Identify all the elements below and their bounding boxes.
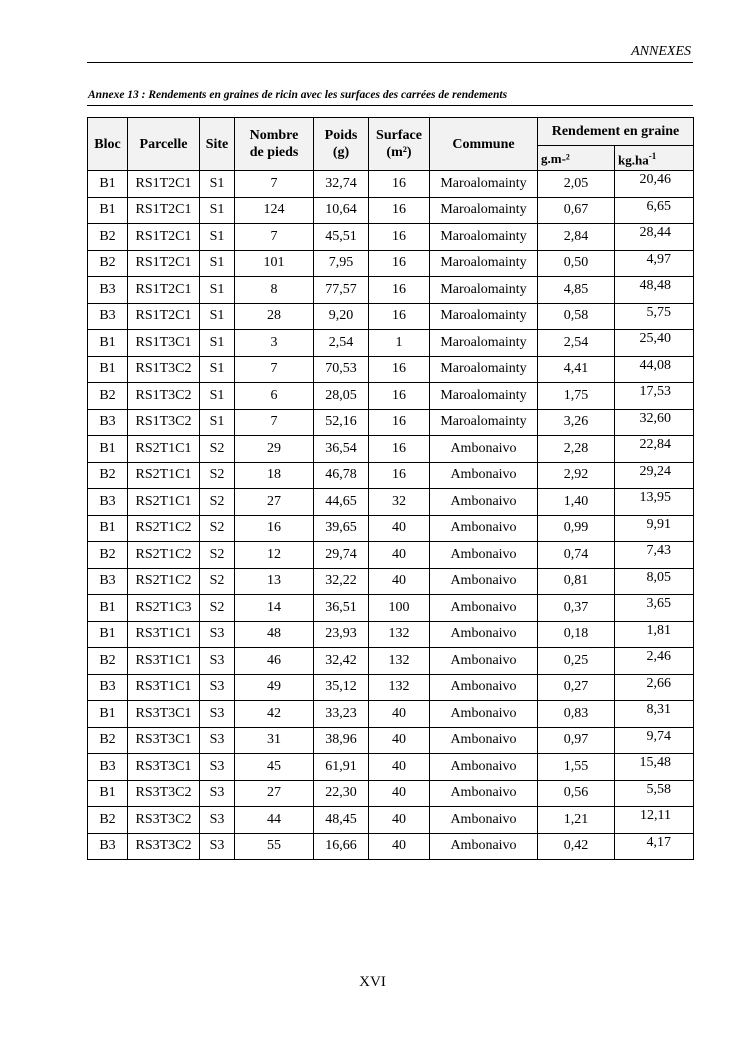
col-header-rendement: Rendement en graine [538, 118, 694, 146]
table-row [88, 568, 694, 595]
cell-bloc: B1 [88, 515, 128, 542]
cell-surface: 100 [369, 595, 430, 622]
cell-poids: 32,74 [314, 171, 369, 198]
table-row [88, 224, 694, 251]
cell-bloc: B2 [88, 648, 128, 675]
cell-bloc: B1 [88, 330, 128, 357]
cell-commune: Ambonaivo [430, 701, 538, 728]
cell-poids: 28,05 [314, 383, 369, 410]
cell-surface: 40 [369, 833, 430, 860]
cell-site: S1 [200, 197, 235, 224]
cell-bloc: B3 [88, 277, 128, 304]
table-row [88, 515, 694, 542]
yield-table [87, 117, 694, 860]
cell-nombre: 7 [235, 409, 314, 436]
cell-poids: 44,65 [314, 489, 369, 516]
cell-bloc: B1 [88, 621, 128, 648]
cell-site: S2 [200, 542, 235, 569]
cell-commune: Maroalomainty [430, 250, 538, 277]
cell-parcelle: RS1T3C2 [128, 383, 200, 410]
col-header-parcelle: Parcelle [128, 118, 200, 171]
cell-poids: 2,54 [314, 330, 369, 357]
cell-gm2: 2,84 [538, 224, 615, 251]
col-header-nombre-line1: Nombre [249, 128, 299, 143]
table-row [88, 330, 694, 357]
header-rule [87, 62, 693, 63]
cell-gm2: 0,67 [538, 197, 615, 224]
cell-parcelle: RS3T3C2 [128, 807, 200, 834]
cell-bloc: B1 [88, 356, 128, 383]
cell-commune: Maroalomainty [430, 330, 538, 357]
cell-site: S3 [200, 833, 235, 860]
cell-nombre: 27 [235, 780, 314, 807]
col-header-nombre [235, 118, 314, 171]
cell-kgha: 9,91 [615, 515, 694, 542]
cell-bloc: B1 [88, 780, 128, 807]
cell-site: S3 [200, 701, 235, 728]
cell-bloc: B1 [88, 701, 128, 728]
cell-site: S3 [200, 621, 235, 648]
cell-surface: 16 [369, 171, 430, 198]
cell-gm2: 2,05 [538, 171, 615, 198]
cell-parcelle: RS3T3C1 [128, 701, 200, 728]
col-header-gm2: g.m-² [538, 146, 615, 171]
cell-surface: 1 [369, 330, 430, 357]
table-row [88, 727, 694, 754]
cell-nombre: 14 [235, 595, 314, 622]
cell-parcelle: RS2T1C1 [128, 489, 200, 516]
col-header-kgha-unit: kg.ha [618, 152, 649, 168]
cell-nombre: 44 [235, 807, 314, 834]
col-header-surface-line1: Surface [376, 128, 422, 143]
cell-gm2: 1,40 [538, 489, 615, 516]
cell-kgha: 2,66 [615, 674, 694, 701]
cell-poids: 23,93 [314, 621, 369, 648]
table-row [88, 383, 694, 410]
cell-poids: 7,95 [314, 250, 369, 277]
cell-kgha: 29,24 [615, 462, 694, 489]
cell-commune: Ambonaivo [430, 621, 538, 648]
cell-surface: 16 [369, 356, 430, 383]
cell-kgha: 20,46 [615, 171, 694, 198]
cell-surface: 16 [369, 303, 430, 330]
cell-site: S2 [200, 436, 235, 463]
cell-kgha: 2,46 [615, 648, 694, 675]
cell-site: S2 [200, 462, 235, 489]
cell-gm2: 0,42 [538, 833, 615, 860]
table-row [88, 303, 694, 330]
table-row [88, 595, 694, 622]
cell-gm2: 0,37 [538, 595, 615, 622]
col-header-bloc: Bloc [88, 118, 128, 171]
cell-kgha: 25,40 [615, 330, 694, 357]
cell-kgha: 22,84 [615, 436, 694, 463]
cell-nombre: 7 [235, 171, 314, 198]
cell-commune: Maroalomainty [430, 197, 538, 224]
cell-site: S3 [200, 727, 235, 754]
cell-nombre: 101 [235, 250, 314, 277]
cell-parcelle: RS1T2C1 [128, 250, 200, 277]
table-row [88, 489, 694, 516]
cell-site: S3 [200, 754, 235, 781]
cell-parcelle: RS2T1C2 [128, 542, 200, 569]
cell-site: S2 [200, 568, 235, 595]
cell-gm2: 0,50 [538, 250, 615, 277]
cell-surface: 40 [369, 780, 430, 807]
cell-nombre: 18 [235, 462, 314, 489]
cell-gm2: 0,58 [538, 303, 615, 330]
table-row [88, 780, 694, 807]
cell-parcelle: RS1T2C1 [128, 171, 200, 198]
cell-parcelle: RS3T3C1 [128, 727, 200, 754]
cell-surface: 32 [369, 489, 430, 516]
table-row [88, 542, 694, 569]
cell-kgha: 7,43 [615, 542, 694, 569]
cell-site: S3 [200, 648, 235, 675]
cell-gm2: 1,75 [538, 383, 615, 410]
cell-nombre: 29 [235, 436, 314, 463]
cell-commune: Ambonaivo [430, 462, 538, 489]
cell-site: S1 [200, 409, 235, 436]
cell-parcelle: RS3T1C1 [128, 648, 200, 675]
cell-gm2: 1,21 [538, 807, 615, 834]
caption-rule [87, 105, 693, 106]
table-caption: Annexe 13 : Rendements en graines de ricin avec les surfaces des carrées de rendements [88, 89, 508, 101]
cell-kgha: 5,75 [615, 303, 694, 330]
cell-gm2: 0,74 [538, 542, 615, 569]
cell-bloc: B3 [88, 833, 128, 860]
cell-kgha: 8,05 [615, 568, 694, 595]
cell-parcelle: RS2T1C3 [128, 595, 200, 622]
cell-kgha: 48,48 [615, 277, 694, 304]
cell-site: S1 [200, 383, 235, 410]
cell-surface: 16 [369, 409, 430, 436]
cell-parcelle: RS1T3C2 [128, 356, 200, 383]
cell-bloc: B1 [88, 595, 128, 622]
cell-poids: 35,12 [314, 674, 369, 701]
col-header-nombre-line2: de pieds [249, 145, 299, 160]
cell-commune: Ambonaivo [430, 489, 538, 516]
cell-kgha: 12,11 [615, 807, 694, 834]
cell-poids: 52,16 [314, 409, 369, 436]
table-row [88, 462, 694, 489]
table-row [88, 250, 694, 277]
cell-surface: 40 [369, 568, 430, 595]
cell-nombre: 46 [235, 648, 314, 675]
cell-nombre: 55 [235, 833, 314, 860]
cell-commune: Ambonaivo [430, 595, 538, 622]
col-header-site: Site [200, 118, 235, 171]
cell-gm2: 0,81 [538, 568, 615, 595]
cell-nombre: 16 [235, 515, 314, 542]
cell-commune: Maroalomainty [430, 383, 538, 410]
cell-poids: 9,20 [314, 303, 369, 330]
cell-poids: 77,57 [314, 277, 369, 304]
cell-parcelle: RS2T1C2 [128, 568, 200, 595]
cell-site: S1 [200, 224, 235, 251]
cell-gm2: 3,26 [538, 409, 615, 436]
cell-kgha: 17,53 [615, 383, 694, 410]
cell-commune: Ambonaivo [430, 542, 538, 569]
cell-bloc: B3 [88, 674, 128, 701]
cell-surface: 16 [369, 250, 430, 277]
cell-kgha: 44,08 [615, 356, 694, 383]
cell-nombre: 6 [235, 383, 314, 410]
cell-parcelle: RS1T2C1 [128, 224, 200, 251]
cell-commune: Ambonaivo [430, 807, 538, 834]
cell-surface: 16 [369, 436, 430, 463]
col-header-poids [314, 118, 369, 171]
table-row [88, 409, 694, 436]
cell-parcelle: RS1T2C1 [128, 277, 200, 304]
cell-parcelle: RS1T3C1 [128, 330, 200, 357]
cell-kgha: 4,17 [615, 833, 694, 860]
table-row [88, 171, 694, 198]
cell-commune: Ambonaivo [430, 436, 538, 463]
cell-commune: Ambonaivo [430, 568, 538, 595]
cell-kgha: 6,65 [615, 197, 694, 224]
table-row [88, 621, 694, 648]
cell-bloc: B2 [88, 727, 128, 754]
cell-nombre: 27 [235, 489, 314, 516]
cell-parcelle: RS3T3C1 [128, 754, 200, 781]
cell-parcelle: RS2T1C1 [128, 436, 200, 463]
table-row [88, 356, 694, 383]
cell-bloc: B2 [88, 383, 128, 410]
page-header-title: ANNEXES [631, 44, 691, 59]
cell-poids: 45,51 [314, 224, 369, 251]
cell-poids: 70,53 [314, 356, 369, 383]
cell-commune: Maroalomainty [430, 409, 538, 436]
cell-bloc: B3 [88, 568, 128, 595]
cell-surface: 40 [369, 754, 430, 781]
cell-site: S1 [200, 330, 235, 357]
cell-commune: Maroalomainty [430, 224, 538, 251]
col-header-kgha-exponent: -1 [648, 150, 657, 161]
cell-commune: Ambonaivo [430, 674, 538, 701]
cell-nombre: 12 [235, 542, 314, 569]
table-row [88, 674, 694, 701]
cell-nombre: 42 [235, 701, 314, 728]
cell-parcelle: RS1T2C1 [128, 303, 200, 330]
table-row [88, 648, 694, 675]
cell-poids: 10,64 [314, 197, 369, 224]
cell-nombre: 124 [235, 197, 314, 224]
cell-poids: 36,51 [314, 595, 369, 622]
table-row [88, 807, 694, 834]
cell-kgha: 5,58 [615, 780, 694, 807]
cell-parcelle: RS1T2C1 [128, 197, 200, 224]
cell-surface: 40 [369, 701, 430, 728]
table-row [88, 277, 694, 304]
cell-surface: 16 [369, 383, 430, 410]
cell-gm2: 2,54 [538, 330, 615, 357]
cell-nombre: 49 [235, 674, 314, 701]
cell-gm2: 0,99 [538, 515, 615, 542]
table-row [88, 754, 694, 781]
cell-kgha: 28,44 [615, 224, 694, 251]
cell-poids: 22,30 [314, 780, 369, 807]
cell-site: S1 [200, 171, 235, 198]
cell-gm2: 0,18 [538, 621, 615, 648]
cell-poids: 61,91 [314, 754, 369, 781]
cell-poids: 32,42 [314, 648, 369, 675]
cell-site: S3 [200, 780, 235, 807]
cell-poids: 48,45 [314, 807, 369, 834]
table-row [88, 833, 694, 860]
cell-commune: Ambonaivo [430, 648, 538, 675]
cell-site: S2 [200, 515, 235, 542]
cell-commune: Maroalomainty [430, 171, 538, 198]
cell-bloc: B2 [88, 224, 128, 251]
cell-gm2: 0,83 [538, 701, 615, 728]
col-header-kgha [615, 146, 694, 171]
cell-site: S1 [200, 277, 235, 304]
cell-commune: Maroalomainty [430, 303, 538, 330]
cell-site: S1 [200, 356, 235, 383]
cell-nombre: 8 [235, 277, 314, 304]
cell-surface: 132 [369, 621, 430, 648]
cell-bloc: B2 [88, 250, 128, 277]
cell-commune: Ambonaivo [430, 780, 538, 807]
cell-surface: 40 [369, 727, 430, 754]
cell-nombre: 48 [235, 621, 314, 648]
cell-poids: 33,23 [314, 701, 369, 728]
cell-parcelle: RS1T3C2 [128, 409, 200, 436]
cell-gm2: 4,41 [538, 356, 615, 383]
cell-parcelle: RS3T3C2 [128, 833, 200, 860]
cell-surface: 40 [369, 515, 430, 542]
cell-bloc: B1 [88, 197, 128, 224]
col-header-commune: Commune [430, 118, 538, 171]
cell-gm2: 0,27 [538, 674, 615, 701]
cell-kgha: 9,74 [615, 727, 694, 754]
cell-commune: Ambonaivo [430, 727, 538, 754]
cell-parcelle: RS2T1C2 [128, 515, 200, 542]
cell-nombre: 45 [235, 754, 314, 781]
cell-kgha: 32,60 [615, 409, 694, 436]
table-body [88, 171, 694, 860]
cell-poids: 32,22 [314, 568, 369, 595]
cell-commune: Maroalomainty [430, 277, 538, 304]
cell-gm2: 0,97 [538, 727, 615, 754]
cell-site: S2 [200, 489, 235, 516]
cell-nombre: 13 [235, 568, 314, 595]
cell-poids: 39,65 [314, 515, 369, 542]
col-header-surface-line2: (m²) [386, 145, 412, 160]
table-row [88, 436, 694, 463]
cell-commune: Ambonaivo [430, 833, 538, 860]
cell-gm2: 0,25 [538, 648, 615, 675]
cell-nombre: 3 [235, 330, 314, 357]
cell-parcelle: RS3T1C1 [128, 674, 200, 701]
cell-surface: 132 [369, 674, 430, 701]
cell-surface: 16 [369, 224, 430, 251]
cell-surface: 16 [369, 462, 430, 489]
cell-bloc: B1 [88, 171, 128, 198]
col-header-poids-line2: (g) [332, 145, 350, 160]
cell-bloc: B2 [88, 807, 128, 834]
cell-poids: 38,96 [314, 727, 369, 754]
cell-nombre: 31 [235, 727, 314, 754]
cell-kgha: 8,31 [615, 701, 694, 728]
cell-kgha: 1,81 [615, 621, 694, 648]
cell-surface: 132 [369, 648, 430, 675]
cell-site: S1 [200, 250, 235, 277]
col-header-poids-line1: Poids [324, 128, 358, 143]
cell-kgha: 4,97 [615, 250, 694, 277]
cell-site: S2 [200, 595, 235, 622]
col-header-surface [369, 118, 430, 171]
cell-commune: Ambonaivo [430, 754, 538, 781]
cell-poids: 46,78 [314, 462, 369, 489]
table-row [88, 701, 694, 728]
cell-kgha: 13,95 [615, 489, 694, 516]
cell-poids: 16,66 [314, 833, 369, 860]
cell-gm2: 4,85 [538, 277, 615, 304]
cell-commune: Ambonaivo [430, 515, 538, 542]
cell-bloc: B3 [88, 409, 128, 436]
cell-gm2: 2,92 [538, 462, 615, 489]
cell-surface: 40 [369, 542, 430, 569]
cell-site: S3 [200, 674, 235, 701]
cell-site: S3 [200, 807, 235, 834]
cell-nombre: 7 [235, 356, 314, 383]
cell-kgha: 3,65 [615, 595, 694, 622]
cell-gm2: 2,28 [538, 436, 615, 463]
cell-bloc: B3 [88, 303, 128, 330]
cell-bloc: B3 [88, 754, 128, 781]
cell-surface: 16 [369, 197, 430, 224]
cell-gm2: 0,56 [538, 780, 615, 807]
cell-site: S1 [200, 303, 235, 330]
cell-nombre: 7 [235, 224, 314, 251]
cell-bloc: B3 [88, 489, 128, 516]
cell-parcelle: RS3T1C1 [128, 621, 200, 648]
cell-poids: 29,74 [314, 542, 369, 569]
cell-bloc: B2 [88, 462, 128, 489]
cell-bloc: B2 [88, 542, 128, 569]
cell-poids: 36,54 [314, 436, 369, 463]
cell-nombre: 28 [235, 303, 314, 330]
cell-parcelle: RS2T1C1 [128, 462, 200, 489]
cell-bloc: B1 [88, 436, 128, 463]
cell-surface: 40 [369, 807, 430, 834]
cell-parcelle: RS3T3C2 [128, 780, 200, 807]
cell-kgha: 15,48 [615, 754, 694, 781]
page-number: XVI [359, 974, 386, 990]
cell-gm2: 1,55 [538, 754, 615, 781]
cell-commune: Maroalomainty [430, 356, 538, 383]
cell-surface: 16 [369, 277, 430, 304]
table-row [88, 197, 694, 224]
